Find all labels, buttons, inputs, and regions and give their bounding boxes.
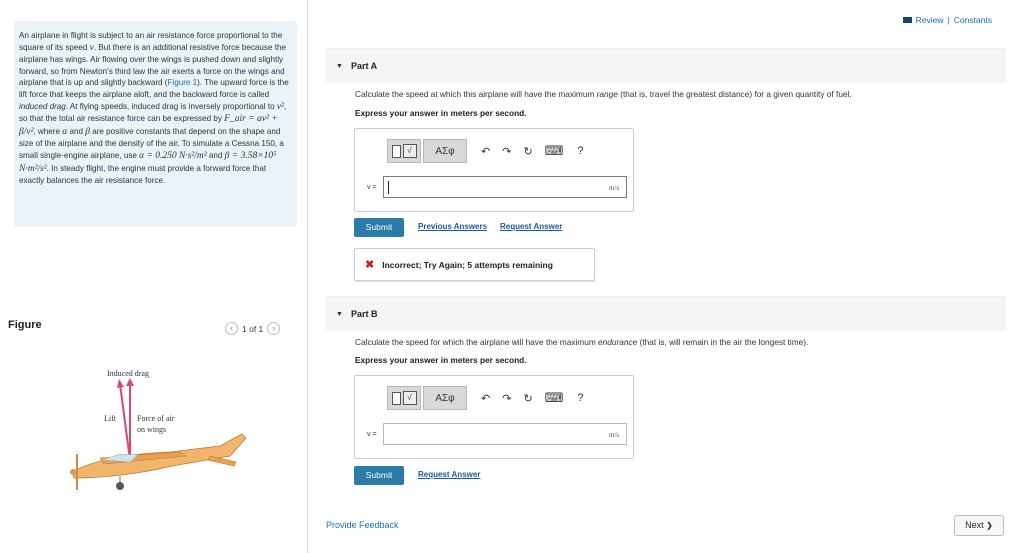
review-link[interactable]: Review [915, 15, 944, 25]
part-b-request-answer-link[interactable]: Request Answer [418, 470, 481, 479]
part-b-submit-button[interactable]: Submit [354, 466, 404, 485]
editor-toolbar [387, 139, 584, 163]
figure-link[interactable]: Figure 1 [167, 78, 198, 88]
next-label: Next [965, 520, 984, 530]
figure-page-count: 1 of 1 [242, 323, 264, 334]
help-icon[interactable]: ? [577, 392, 584, 404]
part-b-answer-editor [354, 375, 634, 459]
book-icon [903, 17, 912, 23]
next-figure-button[interactable]: › [267, 322, 280, 335]
problem-panel [0, 0, 308, 553]
problem-text: and [67, 126, 86, 136]
math-beta-value: β = 3.58×10⁵ N·m²/s² [19, 150, 277, 174]
math-beta: β [85, 126, 90, 137]
previous-answers-link[interactable]: Previous Answers [418, 222, 488, 231]
template-button[interactable] [387, 386, 421, 410]
incorrect-x-icon: ✖ [365, 259, 375, 271]
force-arrows [117, 378, 134, 460]
label-force-2: on wings [137, 425, 167, 434]
label-induced-drag: Induced drag [107, 369, 149, 378]
editor-toolbar [387, 386, 584, 410]
prev-figure-button[interactable]: ‹ [225, 322, 238, 335]
problem-text: ). The upward force is the lift force that keeps the airplane aloft, and the backward force is called [19, 78, 289, 99]
term-induced-drag: induced drag [19, 101, 66, 111]
math-alpha-value: α = 0.250 N·s²/m² [139, 150, 207, 161]
problem-text: An airplane in flight is subject to an air resistance force proportional to the square of its speed [19, 31, 283, 52]
redo-icon[interactable]: ↷ [502, 145, 512, 158]
header-separator: | [947, 15, 950, 25]
chevron-right-icon: ❯ [986, 521, 993, 530]
question-emphasis: range [596, 89, 618, 99]
question-emphasis: endurance [598, 337, 638, 347]
airplane [70, 434, 246, 490]
constants-link[interactable]: Constants [953, 15, 992, 25]
template-icon [392, 145, 401, 158]
problem-text: . But there is an additional resistive force because the airplane has wings. Air flowing over the wings is pushed down and slightly forward, so from Newton's third law the air exerts a force on the wings and airplane that is up and slightly backward ( [19, 42, 286, 88]
collapse-icon: ▼ [336, 62, 343, 70]
problem-text: and [206, 150, 225, 160]
part-a-title: Part A [350, 61, 378, 71]
part-b-instruction: Express your answer in meters per second. [355, 355, 527, 365]
sqrt-icon: √ [403, 391, 417, 405]
question-text: Calculate the speed for which the airplane will have the maximum [355, 337, 599, 347]
figure-title: Figure [8, 319, 42, 331]
part-b-answer-input[interactable] [383, 423, 627, 445]
next-button[interactable] [954, 515, 1004, 536]
greek-symbols-button[interactable]: ΑΣφ [423, 139, 467, 163]
variable-label: v = [367, 431, 377, 438]
part-b-question [355, 337, 808, 347]
airplane-figure [60, 362, 260, 512]
part-a-answer-input[interactable] [383, 176, 627, 198]
help-icon[interactable]: ? [577, 145, 584, 157]
math-v: v [89, 42, 94, 53]
problem-statement [14, 21, 297, 227]
incorrect-feedback [354, 248, 595, 281]
figure-pager [225, 322, 280, 335]
problem-text: , so that the total air resistance force can be expressed by [19, 101, 287, 124]
review-constants [903, 15, 992, 25]
undo-icon[interactable]: ↶ [481, 392, 491, 405]
answer-panel [308, 0, 1024, 553]
template-icon [392, 392, 401, 405]
problem-text: are positive constants that depend on the shape and size of the airplane and the density of the air. To simulate a Cessna 150, a small single-engine airplane, use [19, 126, 284, 160]
label-force-1: Force of air [137, 414, 175, 423]
sqrt-icon: √ [403, 144, 417, 158]
problem-text: . At flying speeds, induced drag is inversely proportional to [65, 101, 277, 111]
collapse-icon: ▼ [336, 310, 343, 318]
question-text: (that is, travel the greatest distance) for a given quantity of fuel. [617, 89, 852, 99]
part-a-instruction: Express your answer in meters per second. [355, 108, 527, 118]
question-text: (that is, will remain in the air the longest time). [637, 337, 809, 347]
part-a-request-answer-link[interactable]: Request Answer [500, 222, 563, 231]
keyboard-icon[interactable]: ⌨ [544, 143, 564, 158]
greek-symbols-button[interactable]: ΑΣφ [423, 386, 467, 410]
unit-label: m/s [609, 431, 620, 439]
variable-label: v = [367, 184, 377, 191]
part-b-title: Part B [350, 309, 378, 319]
unit-label: m/s [609, 184, 620, 192]
template-button[interactable] [387, 139, 421, 163]
part-a-header[interactable] [326, 48, 1006, 83]
part-a-answer-editor [354, 128, 634, 212]
provide-feedback-link[interactable]: Provide Feedback [326, 520, 399, 530]
part-a-submit-button[interactable]: Submit [354, 218, 404, 237]
part-a-question [355, 89, 852, 99]
text-cursor [388, 181, 389, 194]
math-formula: F_air = αv² + β/v² [19, 114, 278, 137]
keyboard-icon[interactable]: ⌨ [544, 390, 564, 405]
reset-icon[interactable]: ↻ [523, 392, 533, 405]
redo-icon[interactable]: ↷ [502, 392, 512, 405]
problem-text: , where [33, 126, 63, 136]
problem-text: . In steady flight, the engine must provide a forward force that exactly balances the air resistance force. [19, 163, 267, 186]
undo-icon[interactable]: ↶ [481, 145, 491, 158]
feedback-text: Incorrect; Try Again; 5 attempts remaining [382, 259, 553, 270]
question-text: Calculate the speed at which this airplane will have the maximum [355, 89, 597, 99]
reset-icon[interactable]: ↻ [523, 145, 533, 158]
math-v-squared: v² [276, 101, 284, 112]
math-alpha: α [62, 126, 68, 137]
label-lift: Lift [104, 414, 116, 423]
part-b-header[interactable] [326, 296, 1006, 331]
